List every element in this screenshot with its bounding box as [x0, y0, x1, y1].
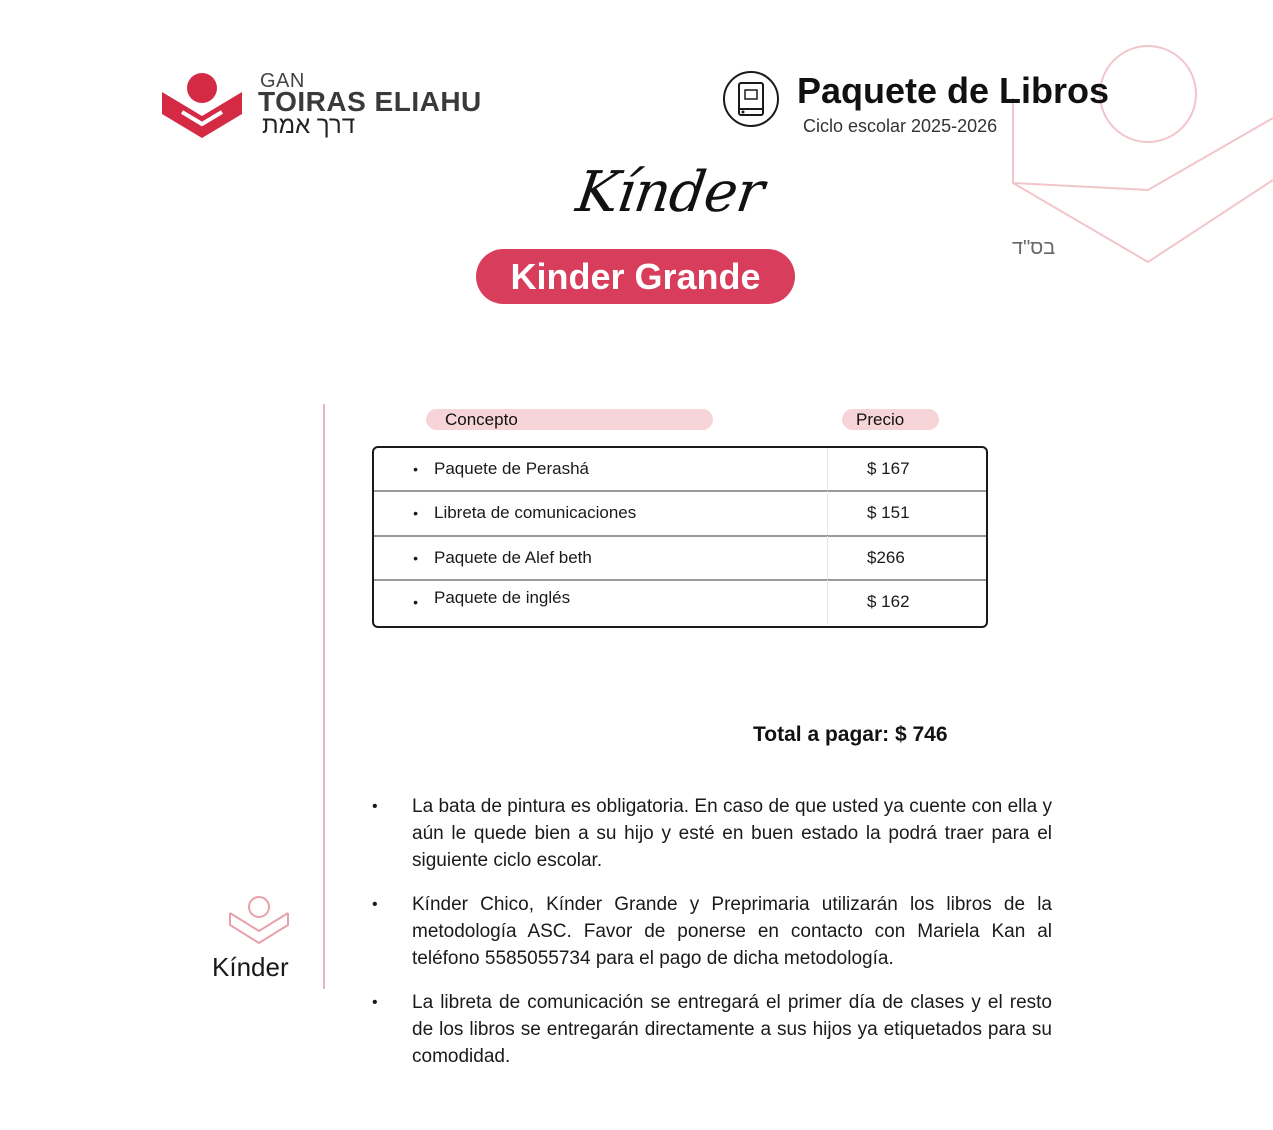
kinder-emblem-icon [226, 893, 292, 945]
bsd-inscription: בס"ד [1012, 237, 1056, 259]
row-concept: Libreta de comunicaciones [434, 503, 637, 522]
section-script-title: Kínder [572, 160, 768, 225]
logo-school-name: TOIRAS ELIAHU [258, 86, 482, 117]
row-concept: Paquete de Perashá [434, 459, 590, 478]
note-bullet: • [372, 798, 378, 815]
vertical-divider [323, 404, 325, 989]
kinder-label: Kínder [212, 952, 289, 982]
row-bullet: • [413, 549, 418, 566]
book-icon [722, 70, 780, 128]
row-price: $ 151 [827, 491, 986, 535]
items-table [372, 446, 988, 628]
table-row [374, 491, 986, 535]
notes-list [372, 793, 1052, 1087]
row-concept: Paquete de inglés [434, 588, 571, 607]
column-header-concept: Concepto [426, 409, 713, 430]
note-item [372, 793, 1052, 874]
row-price: $266 [827, 536, 986, 579]
logo-gan-text: GAN [260, 70, 305, 92]
note-text: Kínder Chico, Kínder Grande y Preprimaria utilizarán los libros de la metodología ASC. Favor de ponerse en contacto con Mariela Kan al teléfono 5585055734 para el pago de dicha metodología. [412, 894, 1052, 969]
table-row [374, 448, 986, 490]
table-row [374, 536, 986, 579]
table-row [374, 580, 986, 624]
total-amount: $ 746 [894, 723, 948, 746]
note-item [372, 891, 1052, 972]
logo-hebrew-motto: דרך אמת [262, 112, 356, 139]
note-item [372, 989, 1052, 1070]
row-bullet: • [413, 505, 418, 521]
column-header-price: Precio [842, 409, 939, 430]
row-concept: Paquete de Alef beth [434, 547, 592, 567]
row-price: $ 167 [827, 448, 986, 490]
row-price: $ 162 [827, 580, 986, 624]
note-text: La libreta de comunicación se entregará el primer día de clases y el resto de los libros se entregarán directamente a sus hijos ya etiquetados para su comodidad. [412, 992, 1052, 1067]
school-year-subtitle: Ciclo escolar 2025-2026 [803, 116, 998, 136]
total-to-pay [753, 723, 948, 747]
note-bullet: • [372, 896, 378, 913]
grade-badge: Kinder Grande [476, 249, 795, 304]
row-bullet: • [413, 594, 418, 610]
document-title: Paquete de Libros [797, 70, 1110, 111]
note-bullet: • [372, 994, 378, 1011]
note-text: La bata de pintura es obligatoria. En caso de que usted ya cuente con ella y aún le quede bien a su hijo y esté en buen estado la podrá traer para el siguiente ciclo escolar. [412, 796, 1052, 871]
school-logo-icon [158, 70, 246, 140]
row-bullet: • [413, 461, 418, 477]
total-label: Total a pagar: [753, 723, 890, 746]
